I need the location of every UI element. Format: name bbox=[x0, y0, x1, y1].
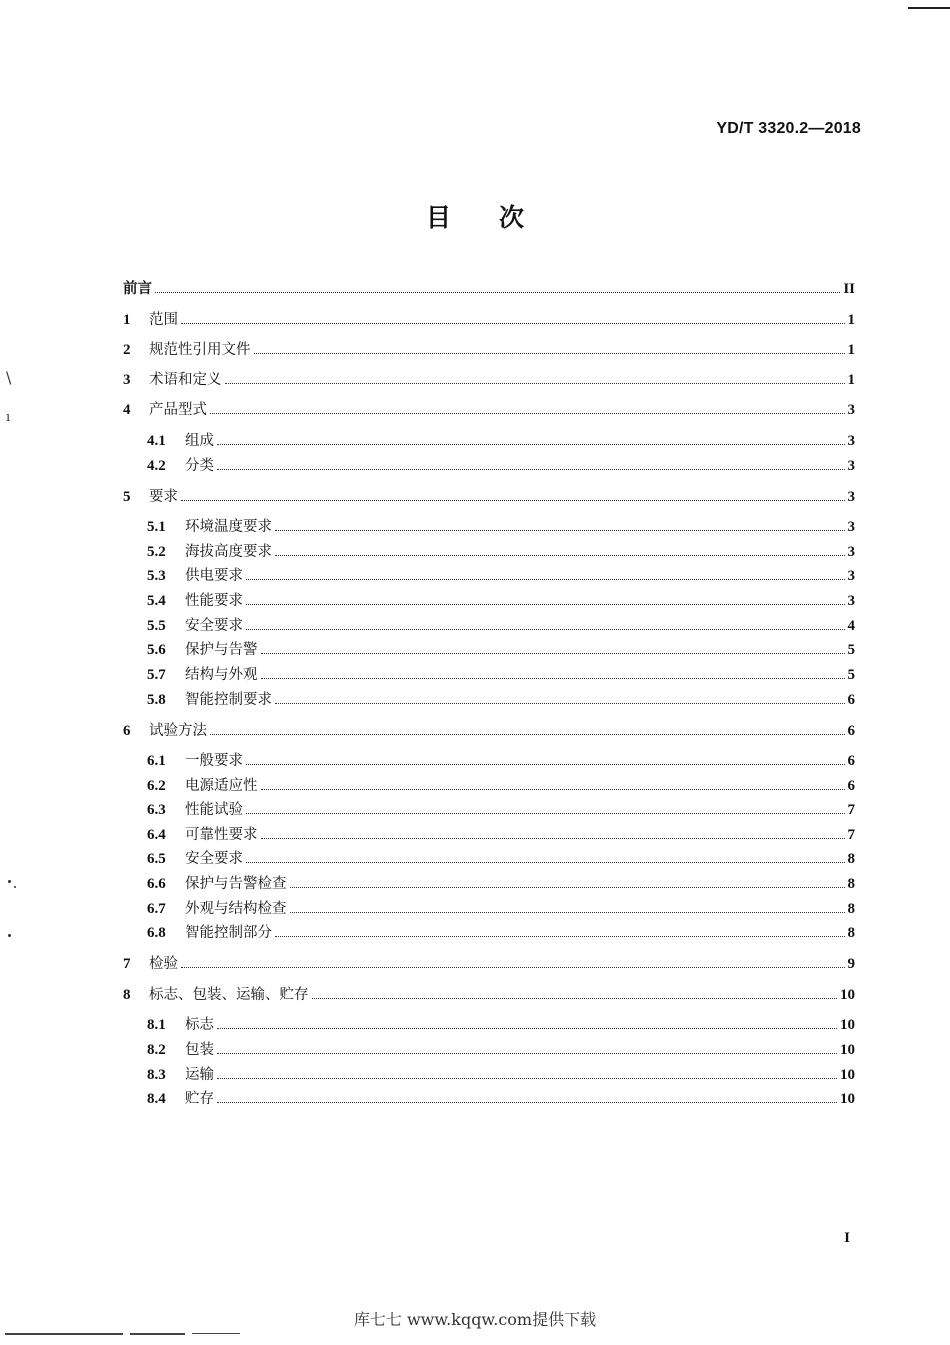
toc-entry-label: 包装 bbox=[185, 1042, 214, 1058]
toc-entry-number: 4 bbox=[123, 402, 131, 418]
toc-entry-label: 安全要求 bbox=[185, 851, 243, 867]
toc-entry-page: 10 bbox=[840, 1067, 855, 1083]
toc-entry-label: 供电要求 bbox=[185, 568, 243, 584]
toc-leader-dots bbox=[246, 604, 845, 605]
toc-leader-dots bbox=[217, 469, 845, 470]
toc-leader-dots bbox=[246, 813, 845, 814]
toc-leader-dots bbox=[181, 500, 845, 501]
toc-entry-label: 环境温度要求 bbox=[185, 519, 272, 535]
standard-code: YD/T 3320.2—2018 bbox=[716, 120, 861, 137]
toc-entry-number: 6.5 bbox=[147, 851, 166, 867]
toc-entry-page: 10 bbox=[840, 1042, 855, 1058]
toc-leader-dots bbox=[290, 912, 845, 913]
toc-entry[interactable] bbox=[147, 430, 855, 452]
toc-entry-label: 结构与外观 bbox=[185, 667, 258, 683]
toc-entry-number: 6.1 bbox=[147, 753, 166, 769]
toc-leader-dots bbox=[217, 1078, 837, 1079]
toc-entry-page: 3 bbox=[847, 402, 855, 418]
toc-entry-number: 6.3 bbox=[147, 802, 166, 818]
toc-leader-dots bbox=[217, 1028, 837, 1029]
toc-entry-page: 3 bbox=[847, 544, 855, 560]
toc-entry-number: 6.7 bbox=[147, 901, 166, 917]
toc-leader-dots bbox=[217, 1053, 837, 1054]
toc-leader-dots bbox=[246, 764, 845, 765]
toc-leader-dots bbox=[275, 936, 845, 937]
toc-entry-label: 检验 bbox=[149, 956, 178, 972]
toc-entry-page: 3 bbox=[847, 568, 855, 584]
toc-entry-page: 10 bbox=[840, 1017, 855, 1033]
toc-entry-number: 4.1 bbox=[147, 433, 166, 449]
toc-entry[interactable] bbox=[123, 486, 855, 508]
toc-leader-dots bbox=[155, 292, 840, 293]
toc-entry[interactable] bbox=[123, 720, 855, 742]
toc-entry-page: 3 bbox=[847, 489, 855, 505]
toc-entry-label: 智能控制要求 bbox=[185, 692, 272, 708]
toc-entry-page: 6 bbox=[847, 778, 855, 794]
toc-entry-number: 6.6 bbox=[147, 876, 166, 892]
toc-leader-dots bbox=[275, 530, 845, 531]
toc-entry-page: 9 bbox=[847, 956, 855, 972]
page-title: 目次 bbox=[425, 203, 572, 232]
scan-artifact-mark: \ bbox=[6, 368, 12, 387]
toc-entry-page: 8 bbox=[847, 925, 855, 941]
toc-entry-label: 贮存 bbox=[185, 1091, 214, 1107]
toc-entry[interactable] bbox=[147, 541, 855, 563]
toc-entry-page: 8 bbox=[847, 901, 855, 917]
toc-entry[interactable] bbox=[147, 689, 855, 711]
toc-entry[interactable] bbox=[123, 984, 855, 1006]
toc-entry-page: 6 bbox=[847, 692, 855, 708]
toc-entry-label: 前言 bbox=[123, 281, 152, 297]
toc-entry-number: 5.4 bbox=[147, 593, 166, 609]
toc-leader-dots bbox=[261, 789, 845, 790]
toc-leader-dots bbox=[275, 555, 845, 556]
toc-entry[interactable] bbox=[123, 309, 855, 331]
toc-entry-number: 4.2 bbox=[147, 458, 166, 474]
toc-entry-number: 8.3 bbox=[147, 1067, 166, 1083]
toc-entry-page: 10 bbox=[840, 987, 855, 1003]
toc-entry-page: 8 bbox=[847, 876, 855, 892]
toc-leader-dots bbox=[312, 998, 838, 999]
toc-entry[interactable] bbox=[147, 1014, 855, 1036]
toc-entry[interactable] bbox=[123, 369, 855, 391]
toc-entry-label: 要求 bbox=[149, 489, 178, 505]
toc-leader-dots bbox=[210, 413, 845, 414]
toc-leader-dots bbox=[246, 862, 845, 863]
toc-entry[interactable] bbox=[147, 590, 855, 612]
toc-entry-label: 性能试验 bbox=[185, 802, 243, 818]
toc-entry-label: 保护与告警检查 bbox=[185, 876, 287, 892]
toc-entry-label: 标志、包装、运输、贮存 bbox=[149, 987, 309, 1003]
toc-entry-page: 7 bbox=[847, 802, 855, 818]
toc-entry-number: 5.6 bbox=[147, 642, 166, 658]
toc-entry-label: 试验方法 bbox=[149, 723, 207, 739]
toc-entry-label: 术语和定义 bbox=[149, 372, 222, 388]
toc-entry-number: 8.2 bbox=[147, 1042, 166, 1058]
toc-entry-number: 8.1 bbox=[147, 1017, 166, 1033]
toc-entry-label: 产品型式 bbox=[149, 402, 207, 418]
toc-leader-dots bbox=[254, 353, 845, 354]
toc-entry-number: 5 bbox=[123, 489, 131, 505]
toc-leader-dots bbox=[290, 887, 845, 888]
toc-leader-dots bbox=[225, 383, 845, 384]
toc-entry-page: 7 bbox=[847, 827, 855, 843]
toc-entry[interactable] bbox=[123, 278, 855, 300]
toc-entry-number: 5.7 bbox=[147, 667, 166, 683]
toc-entry-page: II bbox=[843, 281, 855, 297]
toc-entry-label: 安全要求 bbox=[185, 618, 243, 634]
toc-entry-number: 3 bbox=[123, 372, 131, 388]
toc-entry[interactable] bbox=[147, 750, 855, 772]
toc-entry[interactable] bbox=[147, 898, 855, 920]
toc-entry-page: 1 bbox=[847, 342, 855, 358]
toc-entry-page: 8 bbox=[847, 851, 855, 867]
toc-entry-label: 性能要求 bbox=[185, 593, 243, 609]
toc-entry-page: 10 bbox=[840, 1091, 855, 1107]
scan-artifact-mark: ı bbox=[6, 410, 11, 425]
scan-artifact-line bbox=[5, 1333, 123, 1335]
toc-entry-number: 5.2 bbox=[147, 544, 166, 560]
toc-entry-label: 组成 bbox=[185, 433, 214, 449]
toc-entry[interactable] bbox=[147, 1039, 855, 1061]
toc-entry-page: 3 bbox=[847, 519, 855, 535]
toc-leader-dots bbox=[210, 734, 845, 735]
toc-entry-page: 3 bbox=[847, 593, 855, 609]
toc-entry-number: 8 bbox=[123, 987, 131, 1003]
toc-entry-label: 规范性引用文件 bbox=[149, 342, 251, 358]
toc-entry-label: 运输 bbox=[185, 1067, 214, 1083]
toc-entry-page: 1 bbox=[847, 372, 855, 388]
toc-entry-label: 标志 bbox=[185, 1017, 214, 1033]
download-watermark: 库七七 www.kqqw.com提供下载 bbox=[353, 1310, 597, 1329]
toc-entry-label: 可靠性要求 bbox=[185, 827, 258, 843]
scan-artifact-line bbox=[130, 1333, 185, 1335]
toc-entry-label: 保护与告警 bbox=[185, 642, 258, 658]
toc-leader-dots bbox=[261, 653, 845, 654]
toc-entry[interactable] bbox=[147, 565, 855, 587]
toc-leader-dots bbox=[261, 678, 845, 679]
scan-artifact-line bbox=[192, 1333, 240, 1334]
toc-entry[interactable] bbox=[147, 824, 855, 846]
toc-entry-page: 6 bbox=[847, 723, 855, 739]
toc-entry-number: 5.3 bbox=[147, 568, 166, 584]
toc-leader-dots bbox=[217, 444, 845, 445]
toc-entry[interactable] bbox=[147, 516, 855, 538]
toc-entry-page: 3 bbox=[847, 433, 855, 449]
toc-entry-number: 7 bbox=[123, 956, 131, 972]
toc-entry[interactable] bbox=[147, 799, 855, 821]
toc-entry[interactable] bbox=[123, 399, 855, 421]
toc-entry-number: 5.8 bbox=[147, 692, 166, 708]
toc-entry[interactable] bbox=[147, 615, 855, 637]
toc-entry-number: 5.5 bbox=[147, 618, 166, 634]
toc-entry-label: 外观与结构检查 bbox=[185, 901, 287, 917]
toc-entry-label: 电源适应性 bbox=[185, 778, 258, 794]
toc-entry[interactable] bbox=[147, 1088, 855, 1110]
toc-leader-dots bbox=[275, 703, 845, 704]
toc-entry-number: 6 bbox=[123, 723, 131, 739]
toc-entry[interactable] bbox=[147, 922, 855, 944]
toc-entry-page: 5 bbox=[847, 642, 855, 658]
toc-entry-label: 范围 bbox=[149, 312, 178, 328]
toc-entry-label: 分类 bbox=[185, 458, 214, 474]
toc-entry-number: 6.2 bbox=[147, 778, 166, 794]
toc-entry[interactable] bbox=[147, 775, 855, 797]
toc-leader-dots bbox=[246, 629, 845, 630]
toc-entry[interactable] bbox=[147, 873, 855, 895]
toc-entry[interactable] bbox=[147, 848, 855, 870]
toc-entry[interactable] bbox=[147, 664, 855, 686]
toc-entry-page: 1 bbox=[847, 312, 855, 328]
toc-entry-number: 8.4 bbox=[147, 1091, 166, 1107]
toc-entry[interactable] bbox=[147, 455, 855, 477]
toc-entry[interactable] bbox=[147, 639, 855, 661]
toc-leader-dots bbox=[181, 967, 845, 968]
toc-entry-number: 1 bbox=[123, 312, 131, 328]
toc-entry-page: 6 bbox=[847, 753, 855, 769]
toc-leader-dots bbox=[261, 838, 845, 839]
toc-entry-page: 5 bbox=[847, 667, 855, 683]
toc-leader-dots bbox=[181, 323, 845, 324]
toc-entry-number: 6.8 bbox=[147, 925, 166, 941]
toc-entry[interactable] bbox=[147, 1064, 855, 1086]
toc-entry-page: 4 bbox=[847, 618, 855, 634]
toc-entry-number: 5.1 bbox=[147, 519, 166, 535]
toc-entry-label: 智能控制部分 bbox=[185, 925, 272, 941]
toc-entry-label: 一般要求 bbox=[185, 753, 243, 769]
toc-entry[interactable] bbox=[123, 953, 855, 975]
toc-entry[interactable] bbox=[123, 339, 855, 361]
toc-entry-number: 2 bbox=[123, 342, 131, 358]
page-number: I bbox=[844, 1230, 850, 1246]
toc-entry-page: 3 bbox=[847, 458, 855, 474]
toc-entry-number: 6.4 bbox=[147, 827, 166, 843]
toc-leader-dots bbox=[217, 1102, 837, 1103]
toc-entry-label: 海拔高度要求 bbox=[185, 544, 272, 560]
toc-leader-dots bbox=[246, 579, 845, 580]
